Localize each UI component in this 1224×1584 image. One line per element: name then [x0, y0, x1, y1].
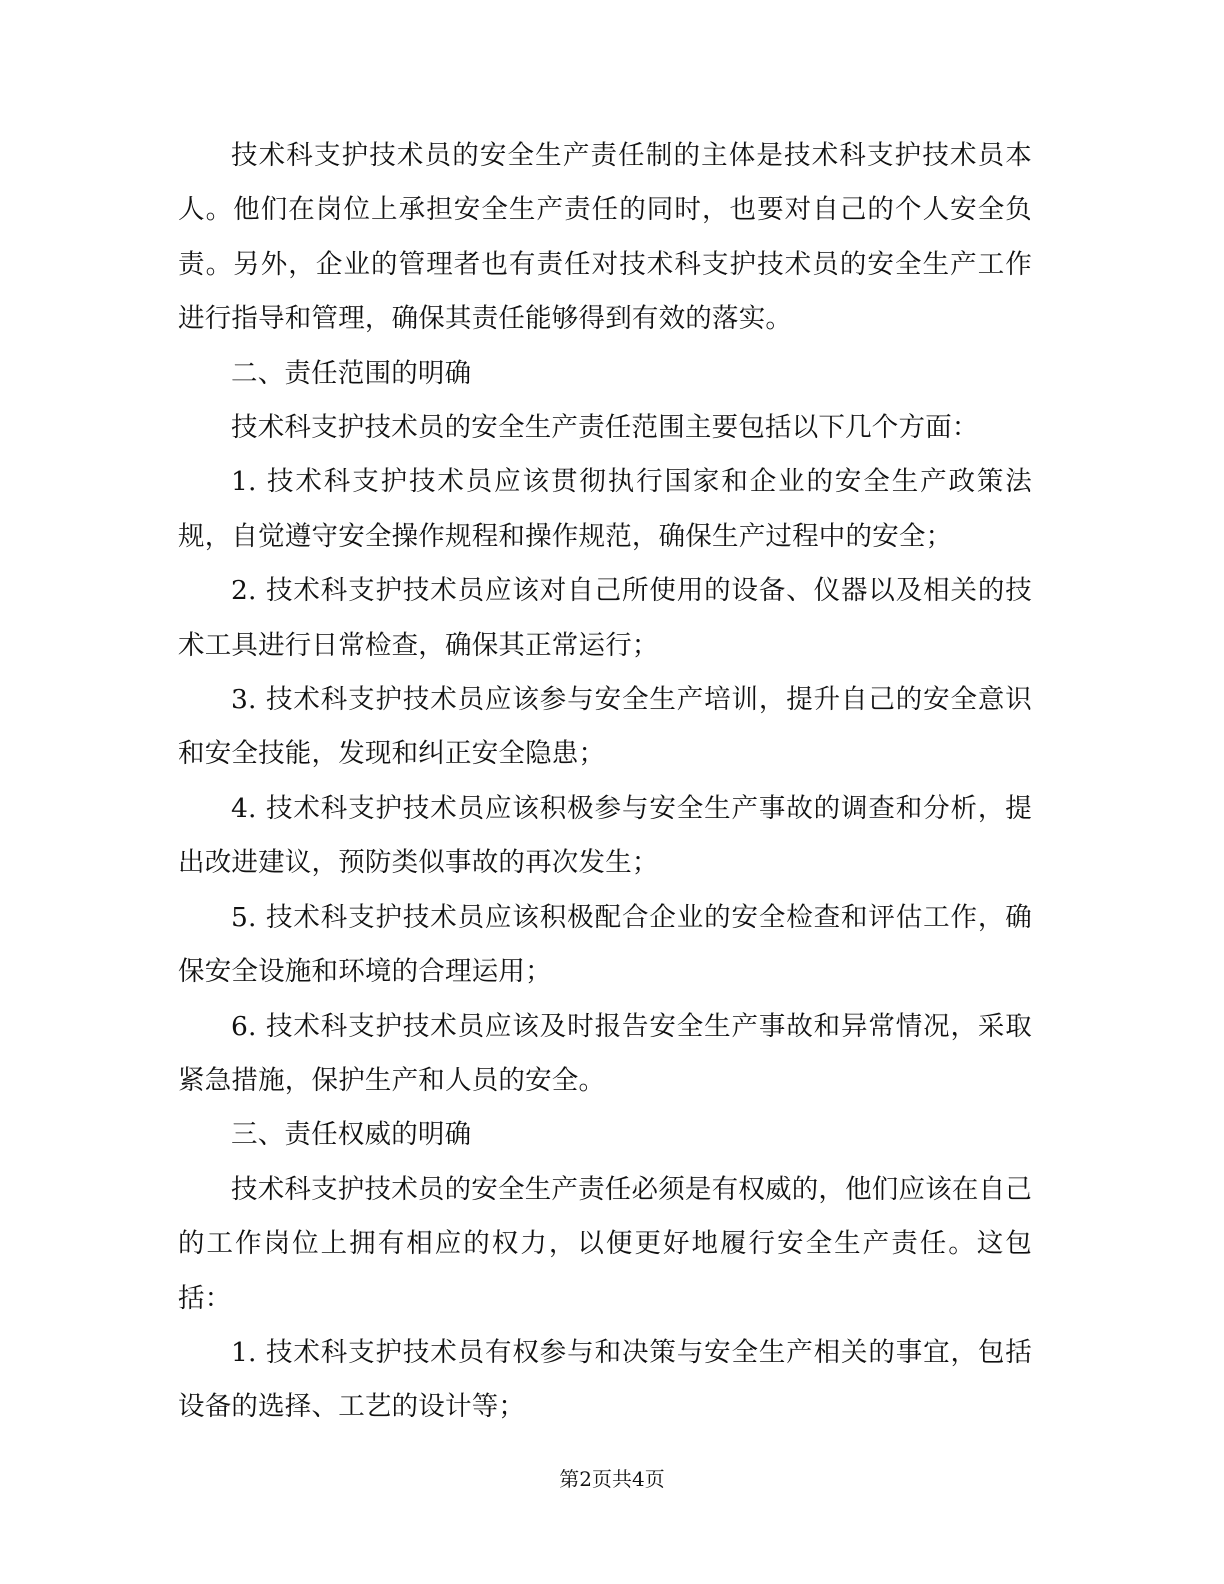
document-body [178, 129, 1032, 1435]
paragraph-subject-of-responsibility: 技术科支护技术员的安全生产责任制的主体是技术科支护技术员本人。他们在岗位上承担安全生产责任的同时，也要对自己的个人安全负责。另外，企业的管理者也有责任对技术科支护技术员的安全生产工作进行指导和管理，确保其责任能够得到有效的落实。 [178, 140, 1032, 335]
section-heading-scope: 二、责任范围的明确 [231, 357, 472, 389]
page-number-footer: 第2页共4页 [559, 1467, 665, 1491]
list-item-scope-4: 4. 技术科支护技术员应该积极参与安全生产事故的调查和分析，提出改进建议，预防类似事故的再次发生； [178, 792, 1032, 879]
paragraph-scope-intro: 技术科支护技术员的安全生产责任范围主要包括以下几个方面： [231, 412, 979, 444]
list-item-scope-5: 5. 技术科支护技术员应该积极配合企业的安全检查和评估工作，确保安全设施和环境的合理运用； [178, 901, 1032, 988]
list-item-scope-2: 2. 技术科支护技术员应该对自己所使用的设备、仪器以及相关的技术工具进行日常检查，确保其正常运行； [178, 575, 1032, 661]
list-item-scope-6: 6. 技术科支护技术员应该及时报告安全生产事故和异常情况，采取紧急措施，保护生产和人员的安全。 [178, 1010, 1032, 1096]
list-item-authority-1: 1. 技术科支护技术员有权参与和决策与安全生产相关的事宜，包括设备的选择、工艺的设计等； [178, 1336, 1032, 1423]
paragraph-authority-intro: 技术科支护技术员的安全生产责任必须是有权威的，他们应该在自己的工作岗位上拥有相应的权力，以便更好地履行安全生产责任。这包括： [178, 1173, 1032, 1314]
list-item-scope-1: 1. 技术科支护技术员应该贯彻执行国家和企业的安全生产政策法规，自觉遵守安全操作规程和操作规范，确保生产过程中的安全； [178, 466, 1032, 552]
list-item-scope-3: 3. 技术科支护技术员应该参与安全生产培训，提升自己的安全意识和安全技能，发现和纠正安全隐患； [178, 684, 1032, 770]
section-heading-authority: 三、责任权威的明确 [231, 1119, 472, 1151]
